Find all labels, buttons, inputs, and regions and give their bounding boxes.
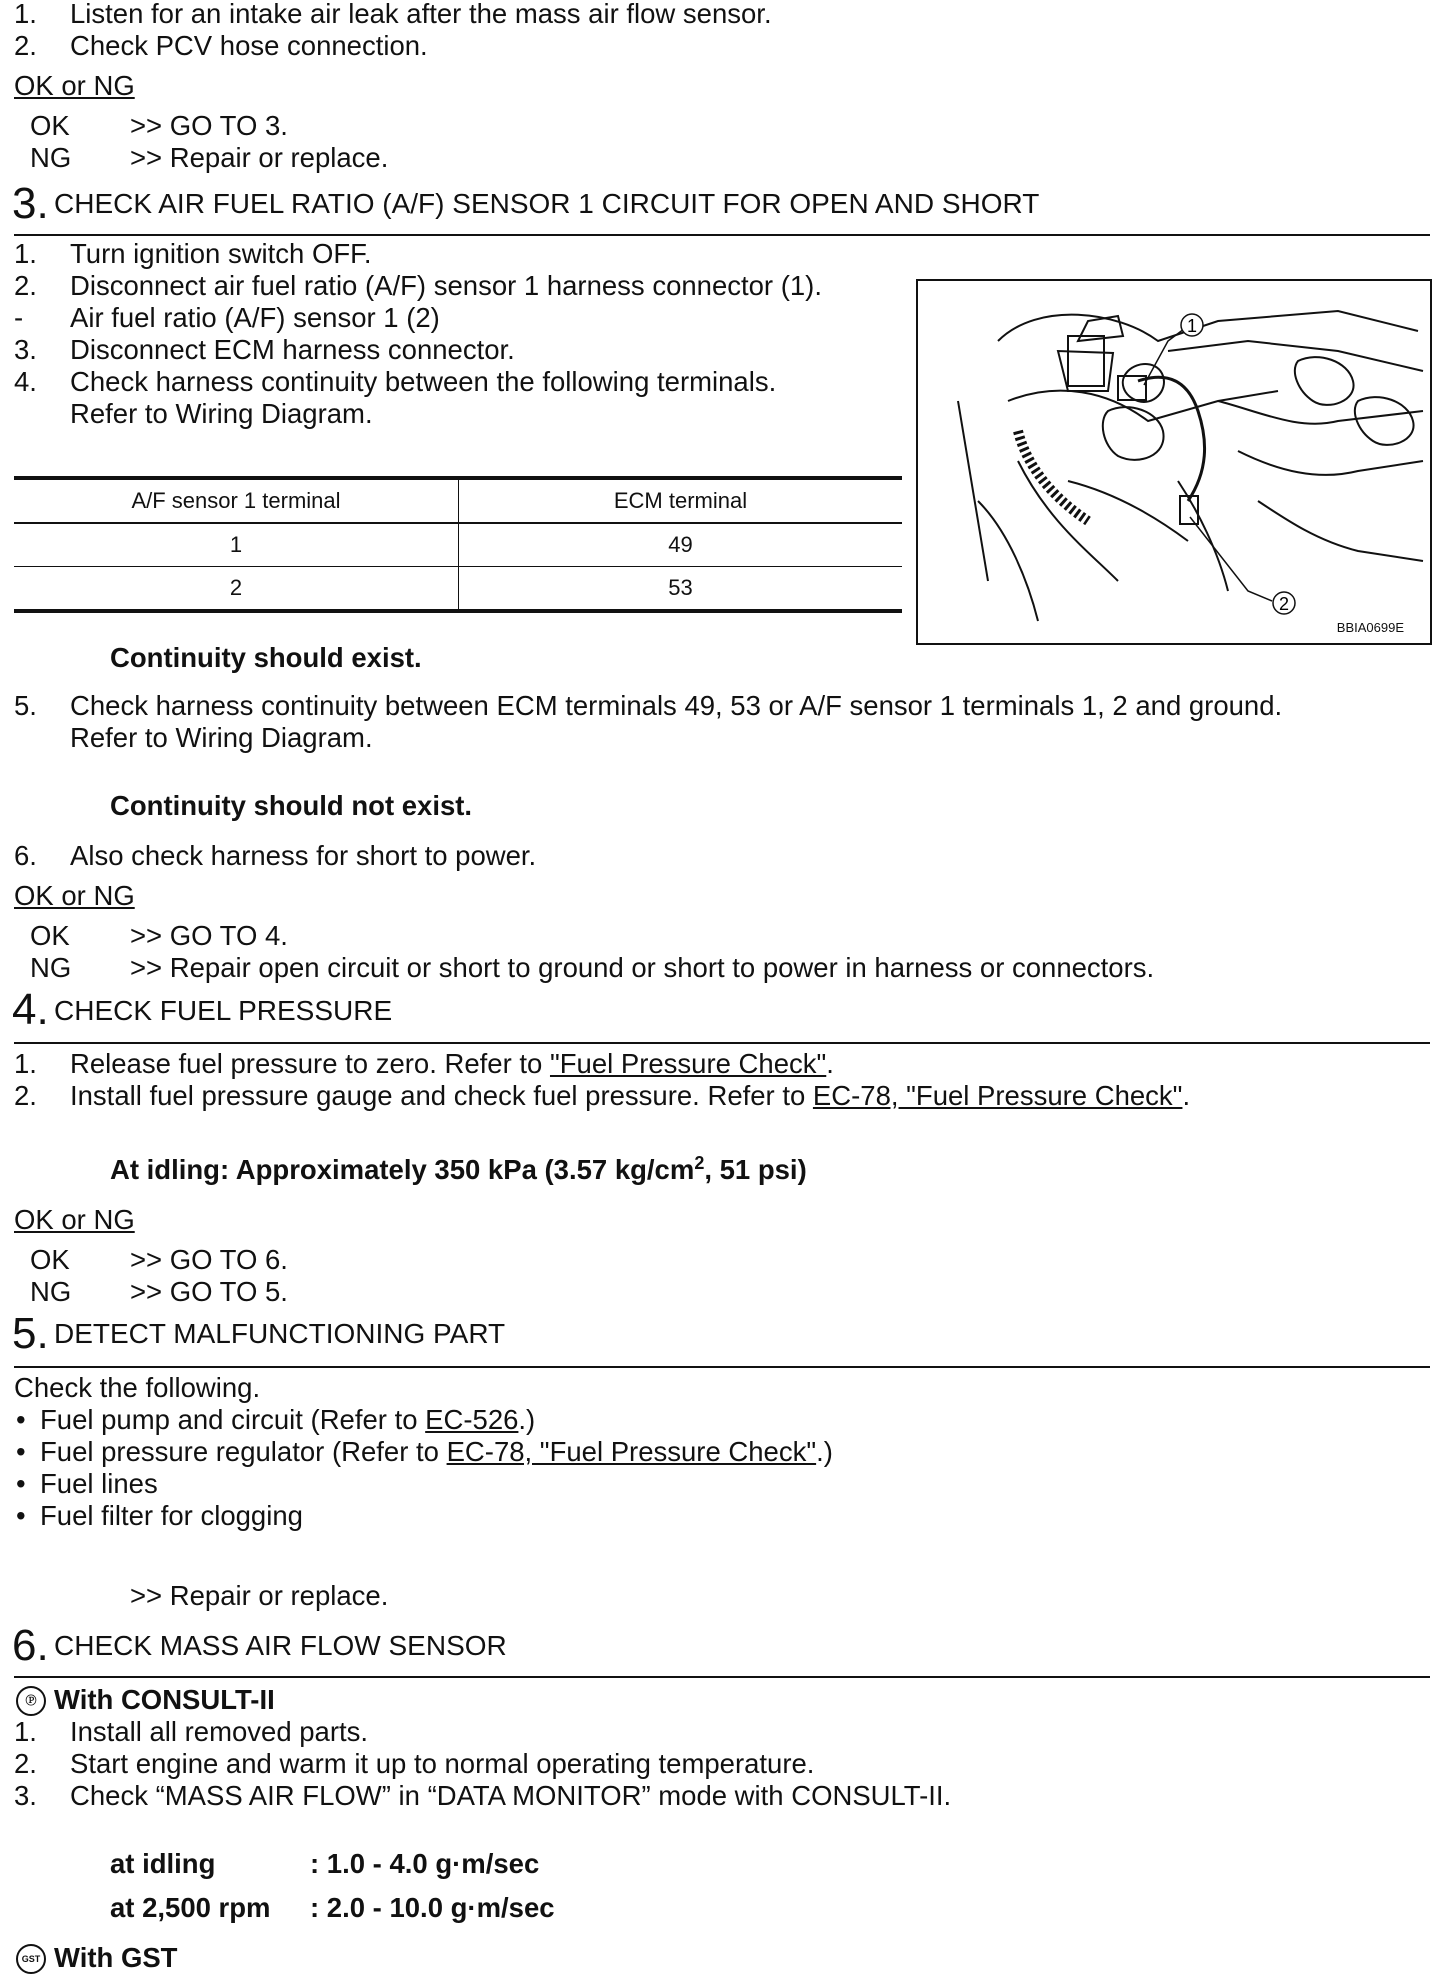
ok-label: OK: [30, 920, 70, 951]
ok-ng-label: OK or NG: [14, 880, 135, 911]
instruction-text: Install all removed parts.: [70, 1716, 369, 1747]
result-text: >> Repair or replace.: [130, 1580, 389, 1611]
section-divider: [14, 1366, 1430, 1368]
instruction-text: Refer to Wiring Diagram.: [70, 398, 373, 429]
bullet: •: [16, 1468, 26, 1499]
ok-ng-label: OK or NG: [14, 70, 135, 101]
instruction-text: Turn ignition switch OFF.: [70, 238, 372, 269]
ng-label: NG: [30, 142, 72, 173]
fuel-pressure-check-link[interactable]: "Fuel Pressure Check": [549, 1048, 827, 1079]
step-number: -: [14, 302, 24, 333]
spec-label: at idling: [110, 1848, 216, 1879]
section-divider: [14, 1042, 1430, 1044]
table-row: [14, 567, 902, 612]
spec-text: Continuity should exist.: [110, 642, 422, 673]
step-3-number: 3.: [12, 179, 49, 228]
text-run: .): [816, 1436, 833, 1467]
instruction-text: [70, 1080, 1190, 1112]
bullet: •: [16, 1500, 26, 1531]
instruction-text: Start engine and warm it up to normal operating temperature.: [70, 1748, 815, 1779]
ok-result: >> GO TO 6.: [130, 1244, 288, 1275]
table-cell: 53: [459, 567, 903, 612]
consult-heading: With CONSULT-II: [54, 1684, 275, 1715]
step-number: 1.: [14, 238, 37, 269]
table-cell: 1: [14, 523, 459, 567]
ok-ng-label: OK or NG: [14, 1204, 135, 1235]
ok-result: >> GO TO 4.: [130, 920, 288, 951]
step-number: 5.: [14, 690, 37, 721]
instruction-text: Check harness continuity between ECM terminals 49, 53 or A/F sensor 1 terminals 1, 2 and ground.: [70, 690, 1283, 721]
section-divider: [14, 1676, 1430, 1678]
instruction-text: [70, 1048, 834, 1080]
ok-label: OK: [30, 110, 70, 141]
step-number: 2.: [14, 1080, 37, 1111]
spec-value: : 2.0 - 10.0 g·m/sec: [310, 1892, 555, 1923]
gst-icon: GST: [16, 1944, 46, 1974]
engine-illustration: [916, 279, 1432, 645]
step-number: 2.: [14, 30, 37, 61]
callout-2: 2: [1278, 594, 1290, 614]
step-4-number: 4.: [12, 985, 49, 1034]
figure-code: BBIA0699E: [1336, 620, 1404, 635]
step-6-title: CHECK MASS AIR FLOW SENSOR: [54, 1630, 507, 1661]
ec-78-link[interactable]: EC-78, "Fuel Pressure Check": [446, 1436, 817, 1467]
text-run: .: [1182, 1080, 1191, 1111]
terminal-table: [14, 476, 902, 613]
step-5-number: 5.: [12, 1309, 49, 1358]
text-run: Fuel pressure regulator (Refer to: [40, 1436, 447, 1467]
text-run: Release fuel pressure to zero. Refer to: [70, 1048, 550, 1079]
spec-label: at 2,500 rpm: [110, 1892, 271, 1923]
step-6-number: 6.: [12, 1621, 49, 1670]
callout-1: 1: [1186, 316, 1198, 336]
instruction-text: Check harness continuity between the following terminals.: [70, 366, 777, 397]
spec-value: : 1.0 - 4.0 g·m/sec: [310, 1848, 540, 1879]
text-run: At idling: Approximately 350 kPa (3.57 kg/cm: [110, 1154, 695, 1185]
table-header-row: [14, 478, 902, 523]
table-cell: 49: [459, 523, 903, 567]
gst-heading: With GST: [54, 1942, 178, 1973]
list-item: Fuel lines: [40, 1468, 158, 1499]
spec-text: [110, 1154, 807, 1186]
ng-result: >> Repair open circuit or short to ground or short to power in harness or connectors.: [130, 952, 1155, 983]
step-3-title: CHECK AIR FUEL RATIO (A/F) SENSOR 1 CIRCUIT FOR OPEN AND SHORT: [54, 188, 1040, 219]
instruction-text: Refer to Wiring Diagram.: [70, 722, 373, 753]
intro-text: Check the following.: [14, 1372, 261, 1403]
ng-result: >> GO TO 5.: [130, 1276, 288, 1307]
table-header-cell: ECM terminal: [459, 478, 903, 523]
table-cell: 2: [14, 567, 459, 612]
step-number: 1.: [14, 1048, 37, 1079]
step-number: 4.: [14, 366, 37, 397]
step-number: 1.: [14, 0, 37, 29]
step-4-title: CHECK FUEL PRESSURE: [54, 995, 393, 1026]
ec-78-link[interactable]: EC-78, "Fuel Pressure Check": [812, 1080, 1183, 1111]
text-run: .: [826, 1048, 834, 1079]
list-item: Fuel filter for clogging: [40, 1500, 303, 1531]
instruction-text: Also check harness for short to power.: [70, 840, 537, 871]
text-run: , 51 psi): [704, 1154, 807, 1185]
step-number: 3.: [14, 334, 37, 365]
spec-text: Continuity should not exist.: [110, 790, 473, 821]
section-divider: [14, 234, 1430, 236]
text-run: Fuel pump and circuit (Refer to: [40, 1404, 426, 1435]
list-item: [40, 1436, 833, 1468]
step-number: 6.: [14, 840, 37, 871]
instruction-text: Air fuel ratio (A/F) sensor 1 (2): [70, 302, 440, 333]
ng-label: NG: [30, 952, 72, 983]
ec-526-link[interactable]: EC-526: [425, 1404, 519, 1435]
text-run: .): [518, 1404, 536, 1435]
instruction-text: Listen for an intake air leak after the mass air flow sensor.: [70, 0, 772, 29]
ng-result: >> Repair or replace.: [130, 142, 389, 173]
instruction-text: Check PCV hose connection.: [70, 30, 428, 61]
superscript: 2: [694, 1152, 705, 1173]
list-item: [40, 1404, 535, 1436]
ng-label: NG: [30, 1276, 72, 1307]
step-number: 2.: [14, 1748, 37, 1779]
table-header-cell: A/F sensor 1 terminal: [14, 478, 459, 523]
step-number: 3.: [14, 1780, 37, 1811]
bullet: •: [16, 1404, 26, 1435]
ok-label: OK: [30, 1244, 70, 1275]
consult-icon: Ⓟ: [16, 1686, 46, 1716]
instruction-text: Disconnect air fuel ratio (A/F) sensor 1 harness connector (1).: [70, 270, 822, 301]
instruction-text: Disconnect ECM harness connector.: [70, 334, 515, 365]
step-5-title: DETECT MALFUNCTIONING PART: [54, 1318, 506, 1349]
bullet: •: [16, 1436, 26, 1467]
ok-result: >> GO TO 3.: [130, 110, 288, 141]
table-row: [14, 523, 902, 567]
instruction-text: Check “MASS AIR FLOW” in “DATA MONITOR” mode with CONSULT-II.: [70, 1780, 952, 1811]
step-number: 1.: [14, 1716, 37, 1747]
step-number: 2.: [14, 270, 37, 301]
text-run: Install fuel pressure gauge and check fuel pressure. Refer to: [70, 1080, 813, 1111]
engine-drawing: [918, 281, 1430, 643]
